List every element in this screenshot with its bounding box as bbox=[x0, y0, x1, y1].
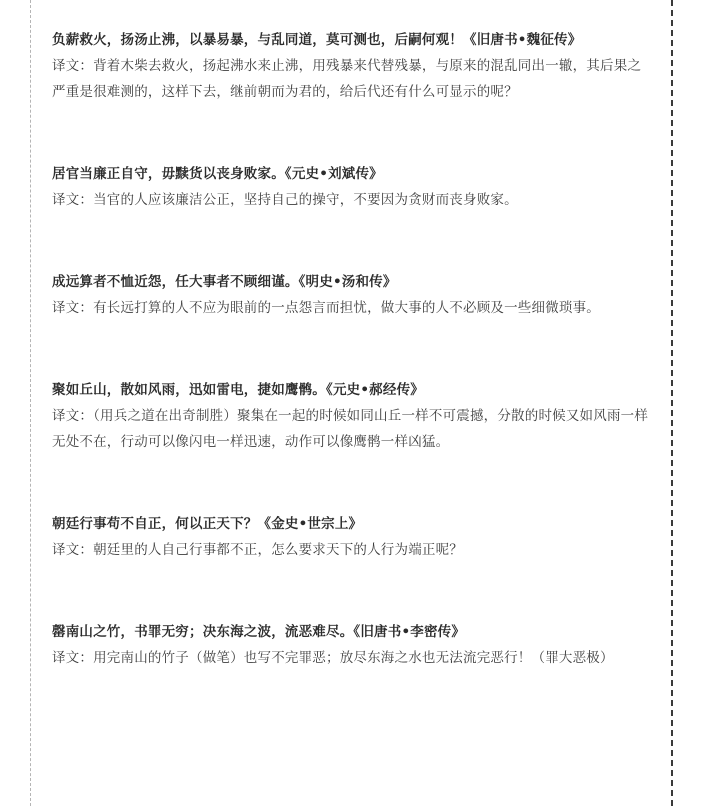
translation-text: 译文：（用兵之道在出奇制胜）聚集在一起的时候如同山丘一样不可震撼，分散的时候又如风雨一样无处不在，行动可以像闪电一样迅速，动作可以像鹰鹘一样凶猛。 bbox=[52, 408, 649, 450]
quote-entry bbox=[52, 269, 652, 321]
quote-text: 负薪救火，扬汤止沸，以暴易暴，与乱同道，莫可测也，后嗣何观！《旧唐书•魏征传》 bbox=[52, 32, 582, 48]
left-dashed-border bbox=[30, 0, 31, 806]
quote-entry bbox=[52, 161, 652, 213]
quote-entry bbox=[52, 619, 652, 671]
translation-text: 译文：朝廷里的人自己行事都不正，怎么要求天下的人行为端正呢？ bbox=[52, 542, 463, 558]
quote-text: 居官当廉正自守，毋黩货以丧身败家。《元史•刘斌传》 bbox=[52, 166, 383, 182]
translation-text: 译文：当官的人应该廉洁公正，坚持自己的操守，不要因为贪财而丧身败家。 bbox=[52, 192, 518, 208]
quote-text: 聚如丘山，散如风雨，迅如雷电，捷如鹰鹘。《元史•郝经传》 bbox=[52, 382, 424, 398]
right-dashed-border bbox=[671, 0, 673, 806]
quote-entry bbox=[52, 27, 652, 105]
translation-text: 译文：用完南山的竹子（做笔）也写不完罪恶；放尽东海之水也无法流完恶行！（罪大恶极） bbox=[52, 650, 614, 666]
translation-text: 译文：背着木柴去救火，扬起沸水来止沸，用残暴来代替残暴，与原来的混乱同出一辙，其后果之严重是很难测的，这样下去，继前朝而为君的，给后代还有什么可显示的呢？ bbox=[52, 58, 642, 100]
article-body bbox=[52, 27, 652, 726]
quote-entry bbox=[52, 377, 652, 455]
quote-text: 罄南山之竹，书罪无穷；决东海之波，流恶难尽。《旧唐书•李密传》 bbox=[52, 624, 466, 640]
quote-text: 朝廷行事苟不自正，何以正天下？《金史•世宗上》 bbox=[52, 516, 363, 532]
quote-entry bbox=[52, 511, 652, 563]
quote-text: 成远算者不恤近怨，任大事者不顾细谨。《明史•汤和传》 bbox=[52, 274, 397, 290]
translation-text: 译文：有长远打算的人不应为眼前的一点怨言而担忧，做大事的人不必顾及一些细微琐事。 bbox=[52, 300, 600, 316]
